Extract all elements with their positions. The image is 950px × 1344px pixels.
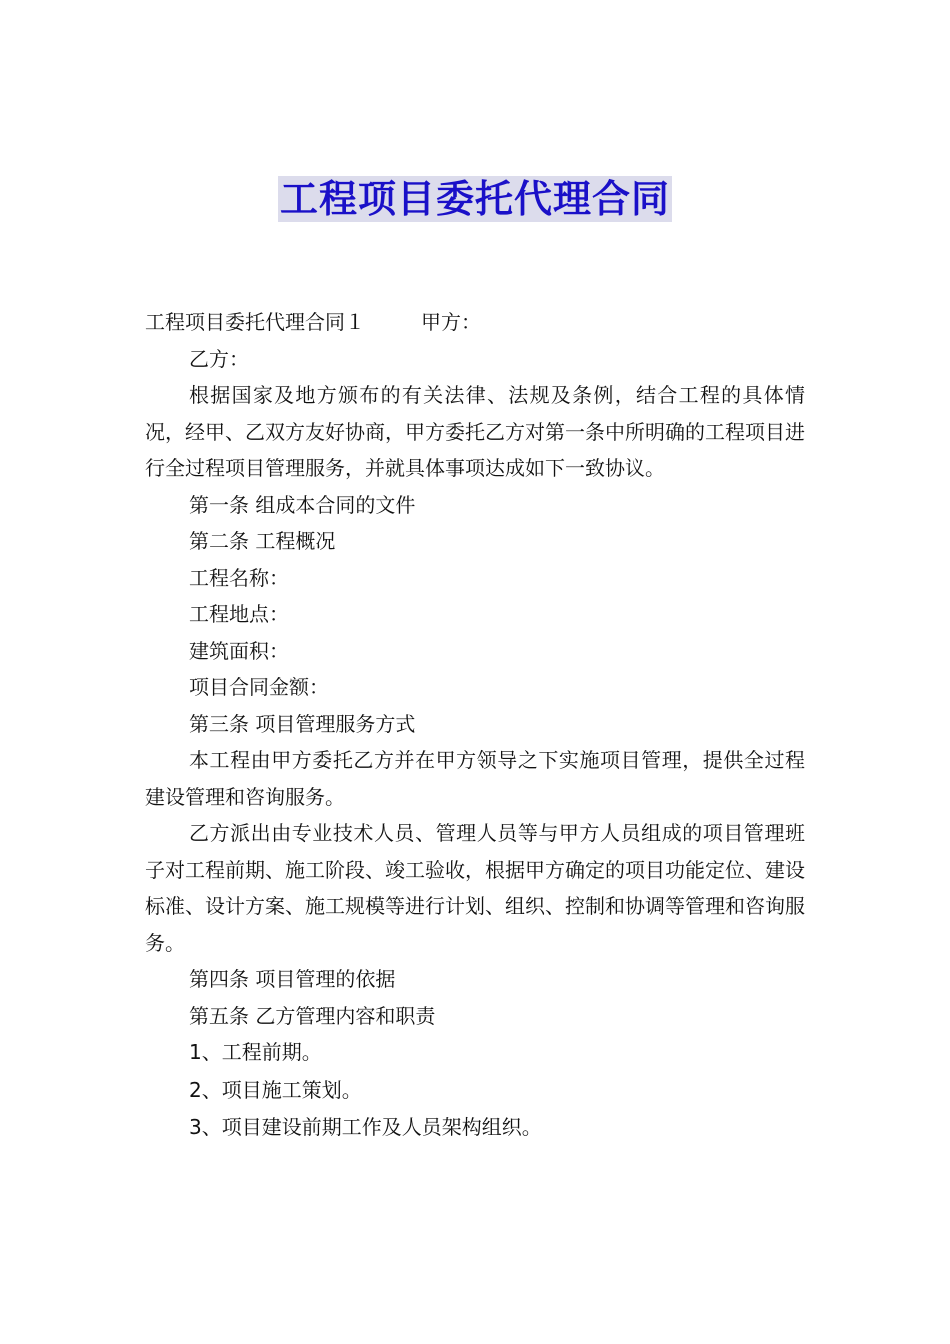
article-3-heading: 第三条 项目管理服务方式 xyxy=(189,711,416,736)
article-1-heading: 第一条 组成本合同的文件 xyxy=(189,492,416,517)
intro-line xyxy=(145,304,805,341)
list-item: 3、项目建设前期工作及人员架构组织。 xyxy=(189,1115,542,1139)
title-container xyxy=(0,176,950,222)
project-location-field: 工程地点： xyxy=(189,602,289,626)
intro-label: 工程项目委托代理合同１ xyxy=(145,310,365,334)
party-b-label: 乙方： xyxy=(189,346,249,371)
document-body xyxy=(145,304,805,1147)
project-name-field: 工程名称： xyxy=(189,565,289,590)
article-4-heading: 第四条 项目管理的依据 xyxy=(189,967,396,991)
list-item: 1、工程前期。 xyxy=(189,1040,322,1064)
contract-amount-field: 项目合同金额： xyxy=(189,675,329,699)
document-title: 工程项目委托代理合同 xyxy=(279,177,670,221)
list-item: 2、项目施工策划。 xyxy=(189,1077,362,1102)
article-2-heading: 第二条 工程概况 xyxy=(189,529,336,553)
building-area-field: 建筑面积： xyxy=(189,638,289,663)
paragraph-service-mode: 本工程由甲方委托乙方并在甲方领导之下实施项目管理，提供全过程建设管理和咨询服务。 xyxy=(145,748,805,809)
party-a-label: 甲方： xyxy=(421,310,481,334)
article-5-heading: 第五条 乙方管理内容和职责 xyxy=(189,1003,436,1028)
paragraph-preamble: 根据国家及地方颁布的有关法律、法规及条例，结合工程的具体情况，经甲、乙双方友好协商，甲方委托乙方对第一条中所明确的工程项目进行全过程项目管理服务，并就具体事项达成如下一致协议。 xyxy=(145,383,805,480)
paragraph-team: 乙方派出由专业技术人员、管理人员等与甲方人员组成的项目管理班子对工程前期、施工阶段、竣工验收，根据甲方确定的项目功能定位、建设标准、设计方案、施工规模等进行计划、组织、控制和协调等管理和咨询服务。 xyxy=(145,821,805,955)
